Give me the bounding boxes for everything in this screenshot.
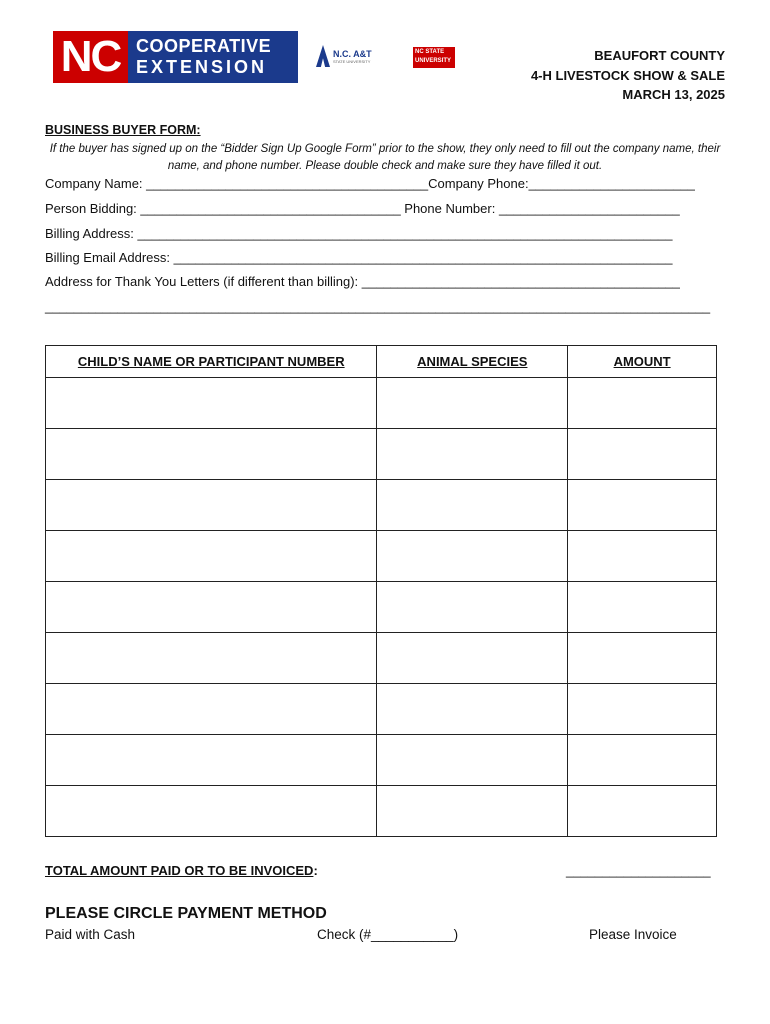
col-header-species: ANIMAL SPECIES <box>377 346 568 378</box>
col-header-amount: AMOUNT <box>568 346 717 378</box>
table-row <box>46 429 717 480</box>
purchase-table <box>45 345 717 837</box>
table-row <box>46 378 717 429</box>
nc-logo-line2: EXTENSION <box>136 57 268 77</box>
ncat-sub: STATE UNIVERSITY <box>333 58 371 64</box>
payment-option-cash[interactable]: Paid with Cash <box>45 927 136 942</box>
table-row <box>46 786 717 837</box>
event-date: MARCH 13, 2025 <box>622 87 725 102</box>
cell-amount[interactable] <box>568 480 717 531</box>
cell-species[interactable] <box>377 582 568 633</box>
form-title-colon: : <box>196 123 201 137</box>
cell-species[interactable] <box>377 429 568 480</box>
cell-amount[interactable] <box>568 531 717 582</box>
total-label-text: TOTAL AMOUNT PAID OR TO BE INVOICED <box>45 863 314 878</box>
form-title <box>45 123 201 137</box>
cell-amount[interactable] <box>568 786 717 837</box>
cell-species[interactable] <box>377 786 568 837</box>
ncstate-line2: UNIVERSITY <box>415 58 452 64</box>
cell-child[interactable] <box>46 786 377 837</box>
cell-amount[interactable] <box>568 735 717 786</box>
cell-amount[interactable] <box>568 633 717 684</box>
event-name: 4-H LIVESTOCK SHOW & SALE <box>530 67 725 83</box>
cell-child[interactable] <box>46 633 377 684</box>
cell-child[interactable] <box>46 684 377 735</box>
table-row <box>46 480 717 531</box>
payment-method-title: PLEASE CIRCLE PAYMENT METHOD <box>45 905 327 922</box>
cell-species[interactable] <box>377 378 568 429</box>
total-amount-field[interactable]: ____________________ <box>566 863 711 878</box>
ncat-logo <box>316 45 372 67</box>
cell-species[interactable] <box>377 633 568 684</box>
cell-child[interactable] <box>46 735 377 786</box>
cell-species[interactable] <box>377 684 568 735</box>
form-title-text: BUSINESS BUYER FORM <box>45 123 197 137</box>
payment-option-check[interactable]: Check (#___________) <box>317 927 459 942</box>
nc-logo-line1: COOPERATIVE <box>136 36 272 56</box>
thank-you-address-field[interactable]: Address for Thank You Letters (if different than billing): ____________________________________________ <box>45 274 680 289</box>
col-header-child: CHILD’S NAME OR PARTICIPANT NUMBER <box>46 346 377 378</box>
cell-amount[interactable] <box>568 429 717 480</box>
cell-species[interactable] <box>377 480 568 531</box>
cell-child[interactable] <box>46 429 377 480</box>
nc-logo-mark: NC <box>53 31 128 83</box>
ncstate-logo <box>413 47 455 68</box>
table-row <box>46 684 717 735</box>
cell-amount[interactable] <box>568 684 717 735</box>
form-instructions: If the buyer has signed up on the “Bidder Sign Up Google Form” prior to the show, they only need to fill out the company name, their name, and phone number. Please double check and make sure they have filled it out. <box>49 143 721 172</box>
ncat-a-icon <box>316 45 330 67</box>
cell-child[interactable] <box>46 531 377 582</box>
billing-email-field[interactable]: Billing Email Address: _____________________________________________________________________ <box>45 250 673 265</box>
payment-option-invoice[interactable]: Please Invoice <box>589 927 677 942</box>
cell-species[interactable] <box>377 531 568 582</box>
ncstate-line1: NC STATE <box>415 49 445 55</box>
nc-cooperative-extension-logo <box>53 31 298 83</box>
table-row <box>46 633 717 684</box>
cell-amount[interactable] <box>568 582 717 633</box>
cell-child[interactable] <box>46 582 377 633</box>
cell-species[interactable] <box>377 735 568 786</box>
table-row <box>46 531 717 582</box>
cell-child[interactable] <box>46 480 377 531</box>
cell-amount[interactable] <box>568 378 717 429</box>
county-name: BEAUFORT COUNTY <box>594 48 725 63</box>
billing-address-field[interactable]: Billing Address: __________________________________________________________________________ <box>45 226 673 241</box>
table-row <box>46 735 717 786</box>
person-bidding-fields[interactable]: Person Bidding: ____________________________________ Phone Number: _________________________ <box>45 201 680 216</box>
cell-child[interactable] <box>46 378 377 429</box>
company-fields[interactable]: Company Name: _______________________________________Company Phone:_______________________ <box>45 176 695 191</box>
table-header-row <box>46 346 717 378</box>
nc-logo-wordmark <box>128 31 298 83</box>
ncat-name: N.C. A&T <box>333 48 372 59</box>
total-label-colon: : <box>313 863 318 878</box>
event-header <box>531 46 725 105</box>
thank-you-address-line2[interactable]: ____________________________________________________________________________________________ <box>45 299 711 314</box>
total-label <box>45 863 318 878</box>
table-row <box>46 582 717 633</box>
